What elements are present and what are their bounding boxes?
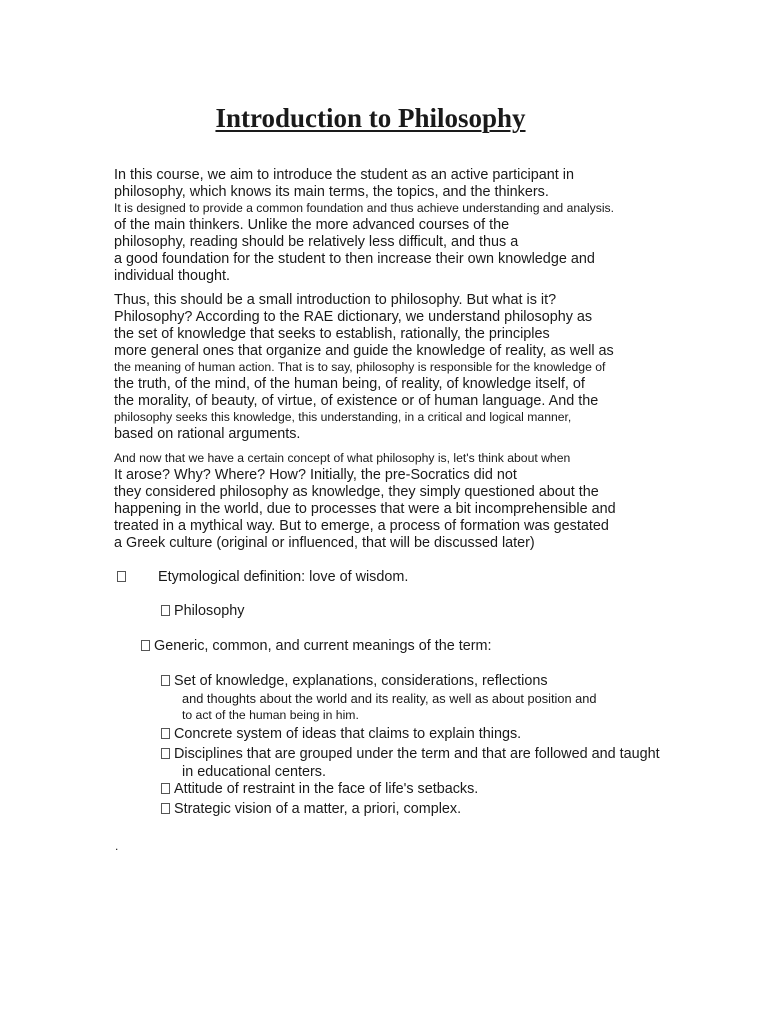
document-title (0, 101, 768, 135)
end-mark: . (115, 839, 119, 853)
paragraph-1-line: a good foundation for the student to then increase their own knowledge and (114, 251, 595, 267)
paragraph-2-line: philosophy seeks this knowledge, this understanding, in a critical and logical manner, (114, 410, 572, 424)
outline-item-generic (141, 638, 492, 655)
meaning-item (161, 801, 461, 818)
title-text: Introduction to Philosophy (215, 103, 526, 133)
paragraph-1-line: In this course, we aim to introduce the student as an active participant in (114, 167, 574, 183)
paragraph-3-line: they considered philosophy as knowledge, they simply questioned about the (114, 484, 599, 500)
bullet-box-icon (161, 783, 170, 794)
outline-text: Philosophy (174, 603, 245, 619)
paragraph-2-line: the morality, of beauty, of virtue, of existence or of human language. And the (114, 393, 599, 409)
paragraph-2-line: the truth, of the mind, of the human being, of reality, of knowledge itself, of (114, 376, 585, 392)
paragraph-1-line: It is designed to provide a common foundation and thus achieve understanding and analysis. (114, 201, 615, 215)
meaning-text: Disciplines that are grouped under the term and that are followed and taught (174, 746, 660, 762)
outline-item-philosophy (161, 603, 244, 620)
paragraph-3-line: a Greek culture (original or influenced, that will be discussed later) (114, 535, 535, 551)
paragraph-2-line: Thus, this should be a small introduction to philosophy. But what is it? (114, 292, 557, 308)
meaning-text: Strategic vision of a matter, a priori, complex. (174, 801, 462, 817)
meaning-continuation: in educational centers. (182, 764, 326, 780)
paragraph-1-line: individual thought. (114, 268, 231, 284)
paragraph-3-line: It arose? Why? Where? How? Initially, the pre-Socratics did not (114, 467, 517, 483)
meaning-item (161, 726, 521, 743)
outline-item-etymology (117, 569, 408, 586)
bullet-box-icon (117, 571, 126, 582)
meaning-item (161, 673, 548, 690)
bullet-box-icon (161, 605, 170, 616)
paragraph-3-line: happening in the world, due to processes that were a bit incomprehensible and (114, 501, 616, 517)
paragraph-3-line: And now that we have a certain concept of what philosophy is, let's think about when (114, 451, 571, 465)
paragraph-1-line: philosophy, reading should be relatively less difficult, and thus a (114, 234, 519, 250)
paragraph-1-line: of the main thinkers. Unlike the more advanced courses of the (114, 217, 510, 233)
meaning-text: Attitude of restraint in the face of life's setbacks. (174, 781, 479, 797)
bullet-box-icon (161, 675, 170, 686)
bullet-box-icon (161, 803, 170, 814)
bullet-box-icon (141, 640, 150, 651)
bullet-box-icon (161, 728, 170, 739)
meaning-item (161, 781, 478, 798)
outline-text: Generic, common, and current meanings of the term: (154, 638, 492, 654)
paragraph-2-line: the meaning of human action. That is to say, philosophy is responsible for the knowledge of (114, 360, 606, 374)
meaning-item (161, 746, 660, 763)
outline-text: Etymological definition: love of wisdom. (158, 569, 409, 585)
meaning-continuation: and thoughts about the world and its reality, as well as about position and (182, 691, 597, 706)
meaning-continuation: to act of the human being in him. (182, 708, 359, 722)
paragraph-1-line: philosophy, which knows its main terms, the topics, and the thinkers. (114, 184, 549, 200)
paragraph-2-line: the set of knowledge that seeks to establish, rationally, the principles (114, 326, 550, 342)
paragraph-2-line: more general ones that organize and guide the knowledge of reality, as well as (114, 343, 614, 359)
meaning-text: Set of knowledge, explanations, considerations, reflections (174, 673, 548, 689)
paragraph-2-line: based on rational arguments. (114, 426, 301, 442)
paragraph-2-line: Philosophy? According to the RAE dictionary, we understand philosophy as (114, 309, 593, 325)
paragraph-3-line: treated in a mythical way. But to emerge, a process of formation was gestated (114, 518, 609, 534)
bullet-box-icon (161, 748, 170, 759)
meaning-text: Concrete system of ideas that claims to explain things. (174, 726, 522, 742)
